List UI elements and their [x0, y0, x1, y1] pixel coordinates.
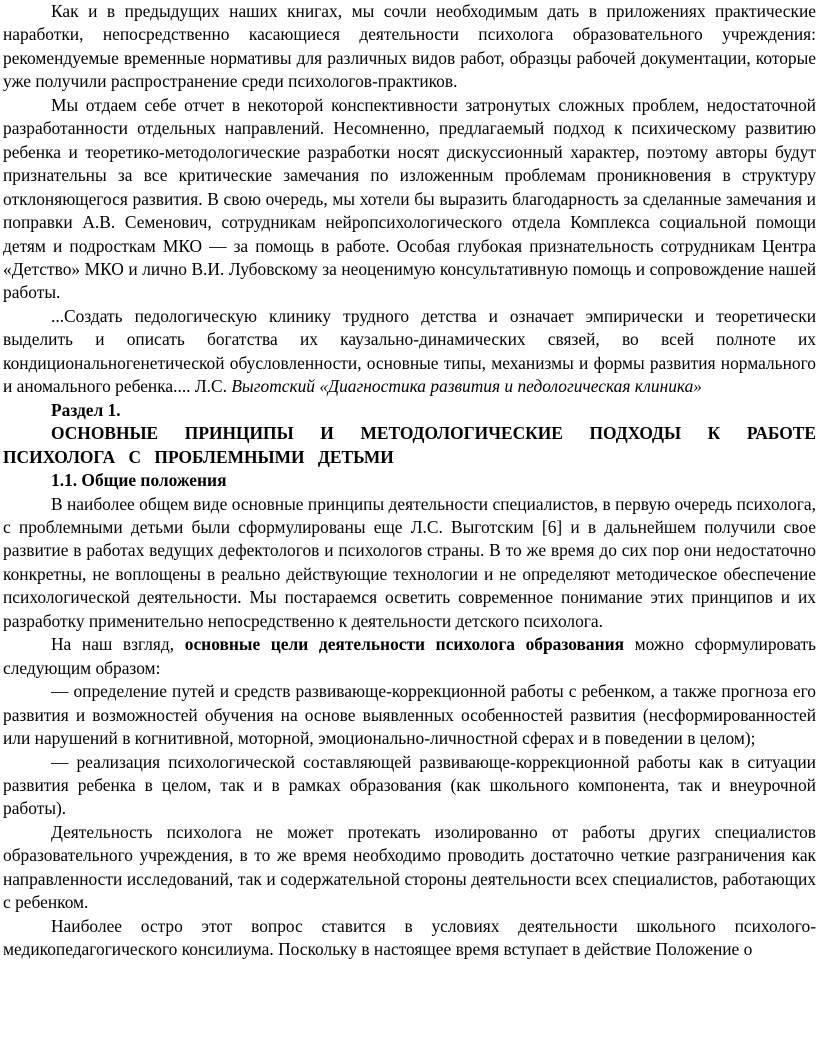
paragraph-acknowledgements: Мы отдаем себе отчет в некоторой конспективности затронутых сложных проблем, недостаточной разработанности отдельных направлений. Несомненно, предлагаемый подход к психическому развитию ребенка и теоретико-методологические разработки носят дискуссионный характер, поэтому авторы будут признательны за все критические замечания по изложенным проблемам проникновения в структуру отклоняющегося развития. В свою очередь, мы хотели бы выразить благодарность за сделанные замечания и поправки А.В. Семенович, сотрудникам нейропсихологического отдела Комплекса социальной помощи детям и подросткам МКО — за помощь в работе. Особая глубокая признательность сотрудникам Центра «Детство» МКО и лично В.И. Лубовскому за неоценимую консультативную помощь и сопровождение нашей работы.: [3, 94, 816, 303]
goals-intro-bold: основные цели деятельности психолога образования: [184, 634, 625, 655]
paragraph-consilium: Наиболее остро этот вопрос ставится в условиях деятельности школьного психолого-медикопедагогического консилиума. Поскольку в настоящее время вступает в действие Положение о: [3, 915, 816, 960]
paragraph-principles: В наиболее общем виде основные принципы деятельности специалистов, в первую очередь психолога, с проблемными детьми были сформулированы еще Л.С. Выготским [6] и в дальнейшем получили свое развитие в работах ведущих дефектологов и психологов страны. В то же время до сих пор они недостаточно конкретны, не воплощены в реально действующие технологии и не определяют методическое обеспечение психологической деятельности. Мы постараемся осветить современное понимание этих принципов и их разработку применительно непосредственно к деятельности детского психолога.: [3, 493, 816, 631]
goals-intro-start: На наш взгляд,: [51, 634, 175, 655]
epigraph-source: Выготский «Диагностика развития и педологическая клиника»: [231, 376, 702, 397]
list-item-goal-2: — реализация психологической составляющей развивающе-коррекционной работы как в ситуации развития ребенка в целом, так и в рамках образования (как школьного компонента, так и внеурочной работы).: [3, 751, 816, 819]
section-title: ОСНОВНЫЕ ПРИНЦИПЫ И МЕТОДОЛОГИЧЕСКИЕ ПОДХОДЫ К РАБОТЕ ПСИХОЛОГА С ПРОБЛЕМНЫМИ ДЕТЬМИ: [3, 423, 816, 467]
section-label: Раздел 1.: [51, 399, 121, 420]
goals-intro-end: можно сформулировать следующим образом:: [3, 634, 816, 678]
paragraph-cooperation: Деятельность психолога не может протекать изолированно от работы других специалистов образовательного учреждения, в то же время необходимо проводить достаточно четкие разграничения как направленности исследований, так и содержательной стороны деятельности всех специалистов, работающих с ребенком.: [3, 821, 816, 913]
epigraph-text: ...Создать педологическую клинику трудного детства и означает эмпирически и теоретически выделить и описать богатства их каузально-динамических связей, во всей полноте их кондициональногенетической обусловленности, основные типы, механизмы и формы развития нормального и аномального ребенка.... Л.С.: [3, 305, 816, 397]
paragraph-goals-intro: [3, 633, 816, 680]
paragraph-appendices: Как и в предыдущих наших книгах, мы сочли необходимым дать в приложениях практические наработки, непосредственно касающиеся деятельности психолога образовательного учреждения: рекомендуемые временные нормативы для различных видов работ, образцы рабочей документации, которые уже получили распространение среди психологов-практиков.: [3, 1, 816, 92]
epigraph: [3, 305, 816, 399]
subsection-title: 1.1. Общие положения: [51, 470, 227, 491]
list-item-goal-1: — определение путей и средств развивающе-коррекционной работы с ребенком, а также прогноза его развития и возможностей обучения на основе выявленных особенностей развития (несформированностей или нарушений в когнитивной, моторной, эмоционально-личностной сферах и в поведении в целом);: [3, 681, 816, 749]
